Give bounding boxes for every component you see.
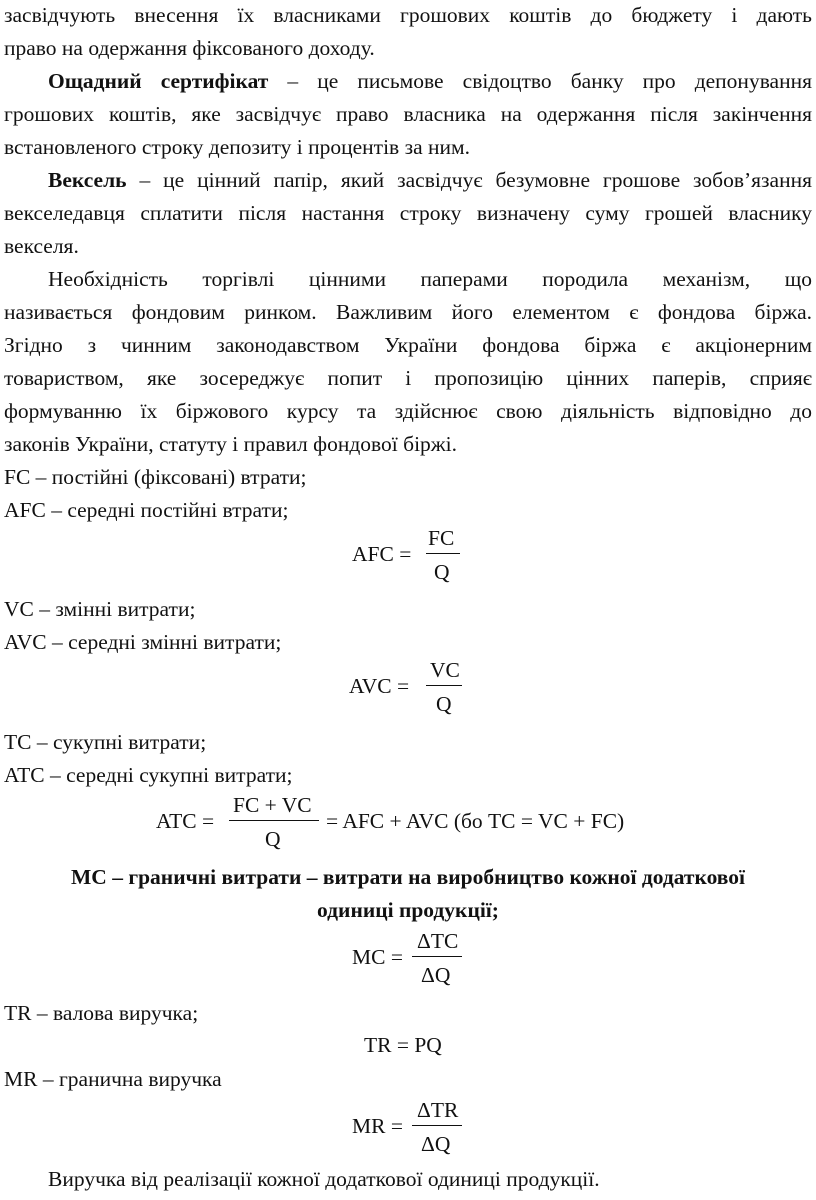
paragraph-text: – це цінний папір, який засвідчує безумовне грошове зобов’язання: [139, 168, 812, 192]
fraction-bar: [412, 1125, 462, 1126]
paragraph-line: встановленого строку депозиту і процентів за ним.: [4, 135, 470, 159]
paragraph-line: називається фондовим ринком. Важливим його елементом є фондова біржа.: [4, 300, 812, 324]
formula-numerator: ΔTR: [417, 1098, 459, 1122]
formula-lhs: MC =: [352, 945, 403, 969]
definition-mc: одиниці продукції;: [317, 898, 499, 922]
formula-denominator: ΔQ: [421, 963, 451, 987]
definition-tr: TR – валова виручка;: [4, 1001, 199, 1025]
formula-denominator: Q: [434, 560, 450, 584]
paragraph-text: – це письмове свідоцтво банку про депонування: [287, 69, 812, 93]
formula-lhs: AVC =: [349, 674, 410, 698]
paragraph-line: товариством, яке зосереджує попит і пропозицію цінних паперів, сприяє: [4, 366, 812, 390]
definition-tc: TC – сукупні витрати;: [4, 730, 207, 754]
paragraph-line: [48, 165, 812, 195]
definition-mr: MR – гранична виручка: [4, 1067, 222, 1091]
definition-mc: MC – граничні витрати – витрати на виробництво кожної додаткової: [71, 865, 745, 889]
fraction-bar: [229, 820, 319, 821]
paragraph-line: засвідчують внесення їх власниками грошових коштів до бюджету і дають: [4, 3, 812, 27]
formula-numerator: VC: [430, 658, 460, 682]
formula-lhs: ATC =: [156, 809, 215, 833]
term-certificate: Ощадний сертифікат: [48, 69, 269, 93]
formula-denominator: Q: [436, 692, 452, 716]
formula-numerator: FC: [428, 526, 455, 550]
paragraph-line: законів України, статуту і правил фондової біржі.: [4, 432, 457, 456]
closing-line: Виручка від реалізації кожної додаткової одиниці продукції.: [48, 1167, 600, 1191]
paragraph-line: формуванню їх біржового курсу та здійснює свою діяльність відповідно до: [4, 399, 812, 423]
paragraph-line: грошових коштів, яке засвідчує право власника на одержання після закінчення: [4, 102, 812, 126]
paragraph-line: Згідно з чинним законодавством України фондова біржа є акціонерним: [4, 333, 812, 357]
paragraph-line: Необхідність торгівлі цінними паперами породила механізм, що: [48, 267, 812, 291]
fraction-bar: [426, 553, 460, 554]
formula-denominator: Q: [265, 827, 281, 851]
formula-numerator: ΔTC: [417, 929, 459, 953]
formula-rhs: = AFC + AVC (бо TC = VC + FC): [326, 809, 625, 833]
definition-afc: AFC – середні постійні втрати;: [4, 498, 289, 522]
formula-lhs: MR =: [352, 1114, 403, 1138]
definition-fc: FC – постійні (фіксовані) втрати;: [4, 465, 307, 489]
paragraph-line: [48, 66, 812, 96]
definition-vc: VC – змінні витрати;: [4, 597, 196, 621]
paragraph-line: векселедавця сплатити після настання строку визначену суму грошей власнику: [4, 201, 812, 225]
term-bill: Вексель: [48, 168, 127, 192]
definition-atc: ATC – середні сукупні витрати;: [4, 763, 293, 787]
fraction-bar: [412, 956, 462, 957]
fraction-bar: [426, 685, 462, 686]
formula-tr: TR = PQ: [364, 1033, 442, 1057]
paragraph-line: право на одержання фіксованого доходу.: [4, 36, 375, 60]
definition-avc: AVC – середні змінні витрати;: [4, 630, 282, 654]
paragraph-line: векселя.: [4, 234, 79, 258]
formula-lhs: AFC =: [352, 542, 412, 566]
formula-numerator: FC + VC: [233, 793, 312, 817]
formula-denominator: ΔQ: [421, 1132, 451, 1156]
